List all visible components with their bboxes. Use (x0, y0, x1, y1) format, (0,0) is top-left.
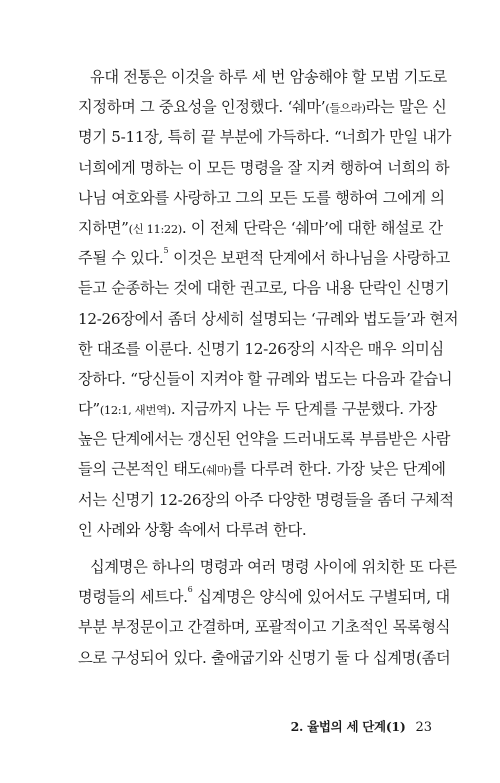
paragraph-2-line-2 (78, 582, 450, 612)
paragraph-1-line-15: 서는 신명기 12-26장의 아주 다양한 명령들을 좀더 구체적 (78, 490, 454, 509)
paragraph-1-line-8: 듣고 순종하는 것에 대한 권고로, 다음 내용 단락인 신명기 (78, 279, 450, 298)
scripture-reference: (12:1, 새번역) (99, 403, 171, 418)
paragraph-2-line-3: 부분 부정문이고 간결하며, 포괄적이고 기초적인 목록형식 (78, 618, 451, 637)
text-run: 지정하며 그 중요성을 인정했다. ‘쉐마’ (78, 98, 326, 117)
text-run: 를 다루려 한다. 가장 낮은 단계에 (231, 460, 446, 479)
paragraph-1-line-5: 나님 여호와를 사랑하고 그의 모든 도를 행하여 그에게 의 (78, 188, 445, 207)
paragraph-1-line-13: 높은 단계에서는 갱신된 언약을 드러내도록 부름받은 사람 (78, 430, 451, 449)
text-run: . 지금까지 나는 두 단계를 구분했다. 가장 (170, 400, 438, 419)
text-run: 이것은 보편적 단계에서 하나님을 사랑하고 (168, 249, 450, 268)
paragraph-1-line-6 (78, 213, 443, 243)
scripture-reference: (신 11:22) (128, 221, 182, 236)
paragraph-1-line-12 (78, 394, 438, 424)
inline-gloss: (쉐마) (202, 463, 232, 478)
paragraph-1-line-1: 유대 전통은 이것을 하루 세 번 암송해야 할 모범 기도로 (90, 68, 447, 86)
paragraph-gap (78, 545, 434, 552)
paragraph-1-line-9: 12-26장에서 좀더 상세히 설명되는 ‘규례와 법도들’과 현저 (78, 309, 459, 328)
page-number: 23 (415, 720, 432, 735)
paragraph-1-line-3: 명기 5-11장, 특히 끝 부분에 가득하다. “너희가 만일 내가 (78, 128, 452, 147)
text-run: 명령들의 세트다. (78, 588, 188, 607)
text-run: 들의 근본적인 태도 (78, 460, 203, 479)
footnote-marker[interactable]: 5 (163, 246, 169, 256)
paragraph-1-line-4: 너희에게 명하는 이 모든 명령을 잘 지켜 행하여 너희의 하 (78, 158, 450, 177)
paragraph-2-line-1: 십계명은 하나의 명령과 여러 명령 사이에 위치한 또 다른 (90, 558, 457, 576)
text-run: 다” (78, 400, 100, 419)
text-run: 지하면” (78, 218, 129, 237)
text-run: 라는 말은 신 (365, 98, 447, 117)
paragraph-1-line-10: 한 대조를 이룬다. 신명기 12-26장의 시작은 매우 의미심 (78, 339, 444, 358)
paragraph-1-line-11: 장하다. “당신들이 지켜야 할 규례와 법도는 다음과 같습니 (78, 369, 453, 388)
paragraph-1-line-16: 인 사례와 상황 속에서 다루려 한다. (78, 520, 307, 539)
paragraph-2-line-4: 으로 구성되어 있다. 출애굽기와 신명기 둘 다 십계명(좀더 (78, 648, 451, 667)
text-run: 주될 수 있다. (78, 249, 164, 268)
inline-gloss: (들으라) (325, 101, 366, 116)
paragraph-1-line-7 (78, 243, 450, 273)
footnote-marker[interactable]: 6 (187, 585, 193, 595)
page-footer (291, 717, 432, 735)
text-run: 십계명은 양식에 있어서도 구별되며, 대 (192, 588, 450, 607)
paragraph-1-line-2 (78, 92, 447, 122)
running-chapter-title: 2. 율법의 세 단계(1) (290, 719, 406, 734)
body-text (78, 62, 459, 673)
text-run: . 이 전체 단락은 ‘쉐마’에 대한 해설로 간 (181, 218, 443, 237)
paragraph-1-line-14 (78, 454, 446, 484)
